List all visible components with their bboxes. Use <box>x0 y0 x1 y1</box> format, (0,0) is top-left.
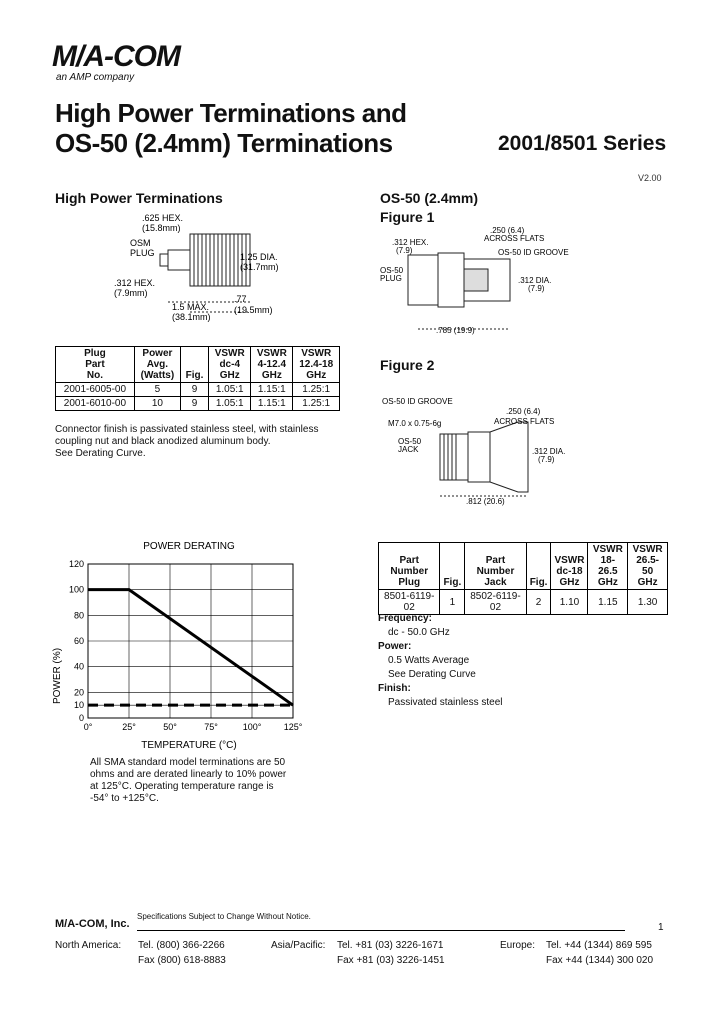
figure1-drawing <box>378 225 578 340</box>
power-label: Power: <box>378 641 412 652</box>
cell: 9 <box>180 397 208 411</box>
figure2-drawing <box>378 396 578 506</box>
hex-label: .625 HEX. <box>142 213 184 223</box>
f2-label-c: M7.0 x 0.75-6g <box>388 419 442 428</box>
hex2-label: .312 HEX. <box>114 278 156 288</box>
chart-x-tick: 125° <box>283 722 303 732</box>
col-plug: Part Number Plug <box>379 543 440 590</box>
chart-note: All SMA standard model terminations are 50 ohms and are derated linearly to 10% power at 125°C. Operating temperature range is -54° to +125°C. <box>90 757 287 804</box>
f1-label-e: OS-50 ID GROOVE <box>498 248 569 257</box>
cell: 10 <box>134 397 180 411</box>
cell: 9 <box>180 383 208 397</box>
col-fig-b: Fig. <box>526 543 551 590</box>
ap-label: Asia/Pacific: <box>271 940 326 951</box>
table-row <box>56 383 340 397</box>
col-vswr-c: VSWR 26.5-50 GHz <box>628 543 668 590</box>
os50-heading: OS-50 (2.4mm) <box>380 190 479 206</box>
page-title-line2: OS-50 (2.4mm) Terminations <box>55 128 393 158</box>
logo-subtitle: an AMP company <box>56 72 135 83</box>
eu-fax: Fax +44 (1344) 300 020 <box>546 955 654 966</box>
high-power-drawing <box>90 212 290 330</box>
dia-label: 1.25 DIA. <box>240 252 278 262</box>
company-logo: M/A-COM <box>52 40 180 73</box>
cell: 1.15:1 <box>251 383 293 397</box>
col-vswr-b: VSWR 18-26.5 GHz <box>588 543 628 590</box>
figure1-label: Figure 1 <box>380 209 435 225</box>
freq-label: Frequency: <box>378 613 432 624</box>
finish-note: Connector finish is passivated stainless steel, with stainless coupling nut and black anodized aluminum body. <box>55 424 319 447</box>
eu-tel: Tel. +44 (1344) 869 595 <box>546 940 652 951</box>
chart-x-tick: 25° <box>122 722 136 732</box>
f2-label-f: JACK <box>398 445 419 454</box>
page-number: 1 <box>658 922 664 933</box>
col-plug-part: Plug Part No. <box>56 347 135 383</box>
ap-fax: Fax +81 (03) 3226-1451 <box>337 955 445 966</box>
finish-label: Finish: <box>378 683 411 694</box>
power-derating-chart <box>48 536 308 752</box>
figure2-label: Figure 2 <box>380 357 435 373</box>
f1-label-i: (7.9) <box>528 284 545 293</box>
f1-label-j: .785 (19.9) <box>436 326 475 335</box>
cell: 1.15:1 <box>251 397 293 411</box>
cell: 2 <box>526 590 551 615</box>
plug-label: PLUG <box>130 248 155 258</box>
max-label: 1.5 MAX. <box>172 302 210 312</box>
len-label: .77 <box>234 294 247 304</box>
col-fig-a: Fig. <box>440 543 465 590</box>
f1-label-g: PLUG <box>380 274 402 283</box>
series-title: 2001/8501 Series <box>498 132 667 155</box>
cell: 2001-6005-00 <box>56 383 135 397</box>
chart-y-tick: 0 <box>78 713 84 723</box>
table-row <box>56 397 340 411</box>
chart-xlabel: TEMPERATURE (°C) <box>141 740 237 751</box>
f2-label-a: OS-50 ID GROOVE <box>382 397 453 406</box>
finish-value: Passivated stainless steel <box>388 697 503 708</box>
f2-label-e: OS-50 <box>398 437 422 446</box>
power-value-1: 0.5 Watts Average <box>388 655 470 666</box>
chart-y-tick: 80 <box>73 610 84 621</box>
chart-x-tick: 0° <box>83 722 93 732</box>
cell: 1 <box>440 590 465 615</box>
chart-x-tick: 50° <box>163 722 177 732</box>
chart-y-tick: 20 <box>73 687 84 698</box>
col-power: Power Avg. (Watts) <box>134 347 180 383</box>
cell: 1.25:1 <box>293 397 340 411</box>
hex-mm-label: (15.8mm) <box>142 223 181 233</box>
page-title-line1: High Power Terminations and <box>55 98 407 128</box>
f1-label-b: ACROSS FLATS <box>484 234 545 243</box>
version-label: V2.00 <box>638 173 662 183</box>
f2-label-g: .312 DIA. <box>532 447 566 456</box>
col-vswr-1: VSWR dc-4 GHz <box>209 347 251 383</box>
f2-label-i: .812 (20.6) <box>466 497 505 506</box>
cell: 8501-6119-02 <box>379 590 440 615</box>
cell: 1.05:1 <box>209 383 251 397</box>
cell: 8502-6119-02 <box>465 590 526 615</box>
f2-label-b: .250 (6.4) <box>506 407 541 416</box>
col-vswr-2: VSWR 4-12.4 GHz <box>251 347 293 383</box>
f1-label-c: .312 HEX. <box>392 238 429 247</box>
hex2-mm-label: (7.9mm) <box>114 288 148 298</box>
f2-label-h: (7.9) <box>538 455 555 464</box>
high-power-heading: High Power Terminations <box>55 190 223 206</box>
chart-title: POWER DERATING <box>143 541 235 552</box>
chart-y-tick: 100 <box>68 584 84 595</box>
table-row <box>379 590 668 615</box>
cell: 2001-6010-00 <box>56 397 135 411</box>
power-value-2: See Derating Curve <box>388 669 476 680</box>
cell: 1.15 <box>588 590 628 615</box>
cell: 1.10 <box>551 590 588 615</box>
col-fig: Fig. <box>180 347 208 383</box>
col-vswr-a: VSWR dc-18 GHz <box>551 543 588 590</box>
col-jack: Part Number Jack <box>465 543 526 590</box>
eu-label: Europe: <box>500 940 536 951</box>
f1-label-d: (7.9) <box>396 246 413 255</box>
max-mm-label: (38.1mm) <box>172 312 211 322</box>
cell: 5 <box>134 383 180 397</box>
footer-rule <box>137 930 625 931</box>
chart-y-tick: 60 <box>73 636 84 646</box>
footer-disclaimer: Specifications Subject to Change Without Notice. <box>137 912 311 921</box>
chart-derating-line <box>88 590 293 706</box>
chart-x-tick: 100° <box>242 722 262 732</box>
ap-tel: Tel. +81 (03) 3226-1671 <box>337 940 444 951</box>
chart-y-tick: 40 <box>73 661 84 672</box>
osm-label: OSM <box>130 238 151 248</box>
derating-note: See Derating Curve. <box>55 448 146 459</box>
col-vswr-3: VSWR 12.4-18 GHz <box>293 347 340 383</box>
chart-ylabel: POWER (%) <box>52 647 63 705</box>
os50-table <box>378 542 668 615</box>
chart-y-tick: 10 <box>73 700 84 711</box>
dia-mm-label: (31.7mm) <box>240 262 279 272</box>
footer-company: M/A-COM, Inc. <box>55 918 130 930</box>
len-mm-label: (19.5mm) <box>234 305 273 315</box>
cell: 1.30 <box>628 590 668 615</box>
na-label: North America: <box>55 940 122 951</box>
high-power-table <box>55 346 340 411</box>
f1-label-f: OS-50 <box>380 266 404 275</box>
cell: 1.25:1 <box>293 383 340 397</box>
cell: 1.05:1 <box>209 397 251 411</box>
f1-label-a: .250 (6.4) <box>490 226 525 235</box>
na-fax: Fax (800) 618-8883 <box>138 955 226 966</box>
f1-label-h: .312 DIA. <box>518 276 552 285</box>
chart-y-tick: 120 <box>68 559 84 569</box>
f2-label-d: ACROSS FLATS <box>494 417 555 426</box>
chart-x-tick: 75° <box>204 722 218 732</box>
na-tel: Tel. (800) 366-2266 <box>138 940 225 951</box>
freq-value: dc - 50.0 GHz <box>388 627 450 638</box>
